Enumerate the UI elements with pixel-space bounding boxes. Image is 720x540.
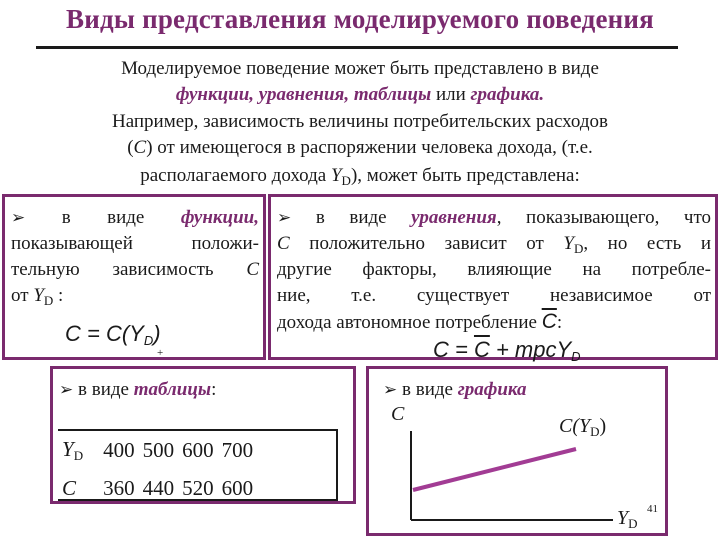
equation-formula xyxy=(433,337,581,364)
table-cell: 400 xyxy=(103,438,135,462)
table-cell: 440 xyxy=(142,476,175,500)
equation-keyword: уравнения xyxy=(411,207,497,228)
title-divider xyxy=(36,46,678,49)
equation-line-5-text: дохода автономное потребление xyxy=(277,312,542,333)
intro-line-1: Моделируемое поведение может быть представлено в виде xyxy=(121,58,599,79)
table-var-y: Y xyxy=(62,437,74,461)
arrow-bullet-icon: ➢ xyxy=(11,208,26,228)
function-prefix: в виде xyxy=(61,207,181,228)
arrow-bullet-icon: ➢ xyxy=(59,380,74,400)
equation-formula-c-bar: $\overline{C}$ xyxy=(473,337,490,362)
table-var-y-subscript: D xyxy=(73,448,84,463)
page-number: 41 xyxy=(647,503,658,515)
equation-line-4: ние, т.е. существует независимое от xyxy=(277,285,711,306)
autonomous-consumption-symbol: $\overline{C}$ xyxy=(541,310,557,333)
table-cell: 600 xyxy=(182,438,214,462)
graph-keyword: графика xyxy=(457,379,527,400)
intro-line-5 xyxy=(0,163,720,193)
var-y: Y xyxy=(330,165,342,186)
arrow-bullet-icon: ➢ xyxy=(383,380,398,400)
arrow-bullet-icon: ➢ xyxy=(277,208,292,228)
function-line-4 xyxy=(11,283,259,314)
table-row xyxy=(58,470,257,507)
graph-prefix: в виде xyxy=(402,379,458,400)
intro-line-4 xyxy=(0,135,720,160)
equation-var-c: C xyxy=(277,233,290,254)
function-formula xyxy=(65,321,161,348)
page-title: Виды представления моделируемого поведения xyxy=(66,4,654,34)
representation-forms: функции, уравнения, таблицы xyxy=(175,84,432,105)
intro-or: или xyxy=(431,84,471,105)
intro-line-5-a: располагаемого дохода xyxy=(140,165,331,186)
function-line-1 xyxy=(11,205,259,231)
intro-line-3: Например, зависимость величины потребительских расходов xyxy=(111,111,609,132)
table-row-label xyxy=(58,431,87,470)
table-prefix: в виде xyxy=(78,379,134,400)
function-line-3 xyxy=(11,257,259,283)
equation-line-3: другие факторы, влияющие на потребле- xyxy=(277,259,711,280)
function-plus-sign: + xyxy=(157,347,164,359)
function-keyword: функции, xyxy=(180,207,259,228)
function-line-3-a: тельную зависимость xyxy=(11,259,247,280)
equation-line-1 xyxy=(277,205,711,231)
function-line-4-b: : xyxy=(53,285,64,306)
function-line-4-a: от xyxy=(11,285,34,306)
graph-y-axis-label: C xyxy=(391,403,405,425)
table-row-label xyxy=(58,470,87,507)
equation-line-2-a: положительно зависит от xyxy=(289,233,564,254)
data-table xyxy=(58,431,257,507)
equation-var-y: Y xyxy=(563,233,574,254)
function-var-y: Y xyxy=(33,285,44,306)
table-cell: 500 xyxy=(142,438,175,462)
graph-line-label-close: ) xyxy=(599,415,607,437)
table-keyword: таблицы xyxy=(133,379,212,400)
equation-line-2-b: , но есть и xyxy=(583,233,711,254)
graph-line-label-sub: D xyxy=(590,424,600,439)
table-row xyxy=(58,431,257,470)
graph-box xyxy=(366,366,668,536)
intro-line-4-a: ( xyxy=(127,137,134,158)
intro-line-5-b: ), может быть представлена: xyxy=(350,165,580,186)
equation-line-5 xyxy=(277,309,711,336)
representation-graph: графика. xyxy=(470,84,545,105)
table-cell: 520 xyxy=(182,476,214,500)
equation-formula-a: C = xyxy=(433,337,474,362)
graph-x-axis-var: Y xyxy=(617,507,629,529)
function-formula-sub: D xyxy=(143,333,154,348)
equation-prefix: в виде xyxy=(315,207,412,228)
function-var-y-subscript: D xyxy=(43,293,54,308)
intro-line-2 xyxy=(0,82,720,107)
equation-formula-mid: + mpcY xyxy=(489,337,572,362)
function-box xyxy=(2,194,266,360)
table-var-c: C xyxy=(62,476,77,500)
graph-x-axis-label xyxy=(617,507,638,532)
consumption-line xyxy=(413,449,576,490)
equation-line-1-rest: , показывающего, что xyxy=(496,207,711,228)
table-cell: 700 xyxy=(221,438,254,462)
intro-line-4-b: ) от имеющегося в распоряжении человека дохода, (т.е. xyxy=(146,137,593,158)
function-formula-b: ) xyxy=(153,321,161,346)
equation-box xyxy=(268,194,718,364)
function-var-c: C xyxy=(246,259,259,280)
var-y-subscript: D xyxy=(341,173,351,188)
graph-x-axis-sub: D xyxy=(628,516,638,531)
data-table-frame xyxy=(58,429,338,501)
table-colon: : xyxy=(211,379,217,400)
function-line-2: показывающей положи- xyxy=(11,233,259,254)
table-cell: 600 xyxy=(221,476,254,500)
table-heading xyxy=(59,377,216,403)
function-formula-a: C = C(Y xyxy=(65,321,144,346)
var-c: C xyxy=(133,137,147,158)
graph-line-label-c: C(Y xyxy=(559,415,591,437)
equation-formula-sub: D xyxy=(571,349,581,364)
equation-colon: : xyxy=(556,312,563,333)
equation-var-y-subscript: D xyxy=(573,241,584,256)
table-cell: 360 xyxy=(103,476,135,500)
